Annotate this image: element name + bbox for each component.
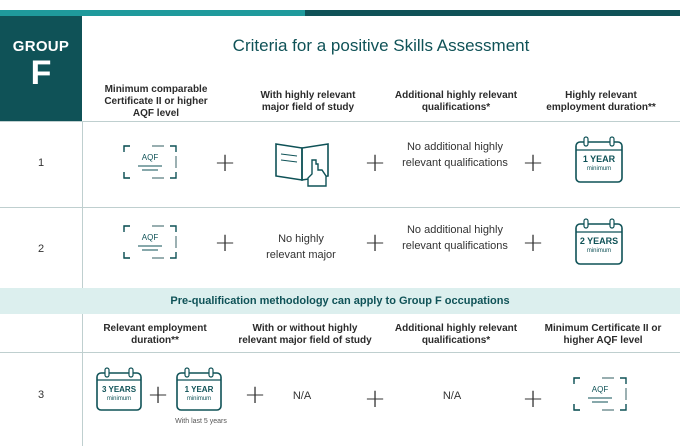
employment-value-secondary: 1 YEAR xyxy=(184,385,214,394)
divider xyxy=(0,352,680,353)
row3-major: N/A xyxy=(292,390,312,402)
aqf-label: AQF xyxy=(591,385,609,394)
plus-icon: + xyxy=(214,148,236,178)
employment-value: 3 YEARS xyxy=(101,385,137,394)
plus-icon: + xyxy=(244,380,266,410)
header-relevant-employment: Relevant employment duration** xyxy=(103,323,207,346)
plus-icon: + xyxy=(364,384,386,414)
top-accent-bar xyxy=(0,10,680,16)
header-major: With highly relevant major field of study xyxy=(260,90,356,113)
group-letter: F xyxy=(30,54,52,92)
plus-icon: + xyxy=(522,384,544,414)
header-min-certificate: Minimum Certificate II or higher AQF level xyxy=(544,323,662,346)
header-employment: Highly relevant employment duration** xyxy=(546,90,656,113)
aqf-label: AQF xyxy=(141,153,159,162)
plus-icon: + xyxy=(214,228,236,258)
column-divider xyxy=(82,121,83,289)
prequalification-banner: Pre-qualification methodology can apply to Group F occupations xyxy=(0,288,680,314)
group-label: GROUP xyxy=(12,38,70,55)
book-hand-icon xyxy=(272,136,336,188)
plus-icon: + xyxy=(522,148,544,178)
header-additional-qualifications: Additional highly relevant qualifications* xyxy=(394,323,518,346)
employment-value: 2 YEARS xyxy=(579,236,619,246)
employment-note: With last 5 years xyxy=(175,418,227,425)
employment-unit-secondary: minimum xyxy=(186,396,212,402)
header-qualifications: Additional highly relevant qualifications* xyxy=(394,90,518,113)
plus-icon: + xyxy=(147,380,169,410)
plus-icon: + xyxy=(364,148,386,178)
aqf-label: AQF xyxy=(141,233,159,242)
row-number: 1 xyxy=(37,157,45,169)
page-title: Criteria for a positive Skills Assessment xyxy=(232,36,530,55)
row-number: 3 xyxy=(37,389,45,401)
employment-value: 1 YEAR xyxy=(582,154,616,164)
row3-qualifications: N/A xyxy=(442,390,462,402)
row2-major: No highly relevant major xyxy=(266,233,336,261)
employment-unit: minimum xyxy=(586,166,612,172)
header-with-or-without-major: With or without highly relevant major field of study xyxy=(238,323,372,346)
plus-icon: + xyxy=(522,228,544,258)
row2-qualifications: No additional highly relevant qualifications xyxy=(402,224,508,252)
accent-segment-dark xyxy=(305,10,680,16)
group-badge xyxy=(0,16,82,121)
divider xyxy=(0,121,680,122)
plus-icon: + xyxy=(364,228,386,258)
header-certificate: Minimum comparable Certificate II or higher AQF level xyxy=(104,84,208,119)
divider xyxy=(0,207,680,208)
employment-unit: minimum xyxy=(586,248,612,254)
row-number: 2 xyxy=(37,243,45,255)
employment-unit: minimum xyxy=(106,396,132,402)
row1-qualifications: No additional highly relevant qualifications xyxy=(402,141,508,169)
column-divider xyxy=(82,314,83,446)
